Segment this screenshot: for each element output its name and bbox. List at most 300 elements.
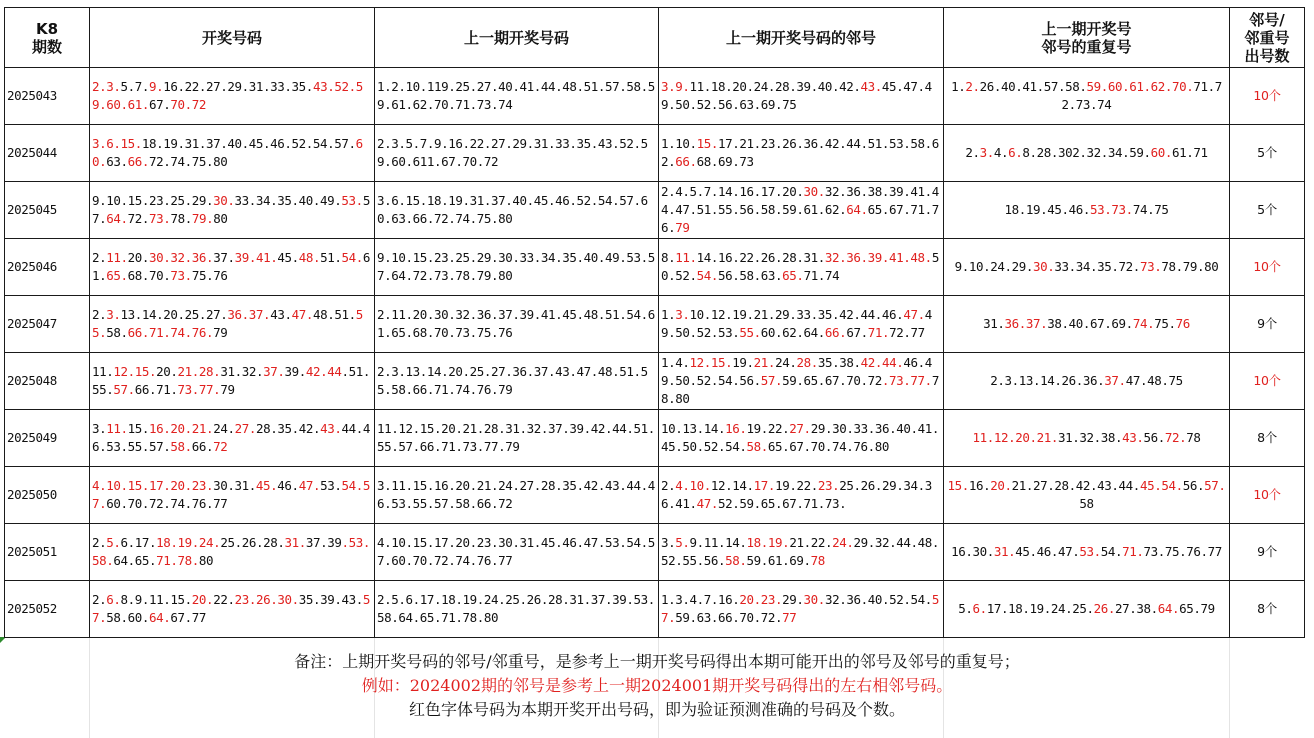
number: 1. bbox=[951, 79, 966, 94]
hit-number: 30. bbox=[213, 193, 235, 208]
table-row bbox=[5, 467, 1305, 524]
number: 2. bbox=[965, 145, 980, 160]
neighbors-cell bbox=[659, 581, 944, 638]
hit-number: 79. bbox=[191, 211, 214, 226]
period-cell: 2025052 bbox=[5, 581, 90, 638]
number: 63. bbox=[106, 154, 128, 169]
number: 45.47.49.50.52.56.63.69.75 bbox=[661, 79, 932, 112]
neighbors-cell bbox=[659, 68, 944, 125]
count-cell: 10个 bbox=[1230, 239, 1305, 296]
number: 9.10.24.29. bbox=[954, 259, 1034, 274]
hit-number: 59.60.61.62.70. bbox=[1086, 79, 1194, 94]
count-cell: 8个 bbox=[1230, 410, 1305, 467]
number: 15. bbox=[127, 421, 150, 436]
hit-number: 2.3. bbox=[92, 79, 121, 94]
repeats-cell bbox=[944, 353, 1230, 410]
number: 65.79 bbox=[1179, 601, 1215, 616]
number: 2.4.5.7.14.16.17.20. bbox=[661, 184, 804, 199]
number: 16.22.27.29.31.33.35. bbox=[163, 79, 313, 94]
count-cell: 9个 bbox=[1230, 524, 1305, 581]
neighbors-cell bbox=[659, 410, 944, 467]
number: 27.38. bbox=[1115, 601, 1158, 616]
number: 10.12.19.21.29.33.35.42.44.46. bbox=[689, 307, 904, 322]
hit-number: 64. bbox=[106, 211, 128, 226]
hit-number: 60. bbox=[92, 136, 363, 169]
hit-number: 3. bbox=[106, 307, 121, 322]
number: 12.14. bbox=[710, 478, 754, 493]
number: .51.55. bbox=[92, 364, 371, 397]
lottery-table bbox=[4, 7, 1305, 638]
number: 5.7. bbox=[120, 79, 150, 94]
hit-number: 18.19.24. bbox=[156, 535, 221, 550]
hit-number: 57. bbox=[113, 382, 135, 397]
number: 53. bbox=[320, 478, 342, 493]
number: 29.32.44.48.52.55.56. bbox=[661, 535, 939, 568]
number: 45. bbox=[277, 250, 299, 265]
hit-number: 39.41. bbox=[234, 250, 278, 265]
number: 16.30. bbox=[951, 544, 994, 559]
number: 35.38. bbox=[817, 355, 861, 370]
hit-number: 57. bbox=[661, 592, 939, 625]
number: 60.62.64. bbox=[760, 325, 825, 340]
hit-number: 31. bbox=[284, 535, 306, 550]
prev-cell bbox=[375, 296, 659, 353]
hit-number: 43. bbox=[860, 79, 882, 94]
number: 14.16.22.26.28.31. bbox=[696, 250, 825, 265]
hit-number: 66.71.74.76. bbox=[127, 325, 214, 340]
hit-number: 78 bbox=[810, 553, 825, 568]
hit-number: .73.77. bbox=[881, 373, 932, 388]
hit-number: .53.58. bbox=[92, 535, 370, 568]
hit-number: 73. bbox=[170, 268, 192, 283]
number: 58. bbox=[106, 325, 128, 340]
number: 20. bbox=[127, 250, 150, 265]
repeats-cell bbox=[944, 524, 1230, 581]
number: 48.51. bbox=[312, 307, 356, 322]
number: 24. bbox=[213, 421, 235, 436]
number: 68.69.73 bbox=[696, 154, 754, 169]
number: 78.80 bbox=[661, 373, 939, 406]
hit-number: 21.28. bbox=[177, 364, 221, 379]
number: 18.19.31.37.40.45.46.52.54.57. bbox=[141, 136, 356, 151]
hit-number: 21. bbox=[753, 355, 776, 370]
number: 19.22. bbox=[746, 421, 790, 436]
prev-cell bbox=[375, 239, 659, 296]
draw-cell bbox=[90, 125, 375, 182]
number: 57. bbox=[92, 193, 370, 226]
number: 49.50.52.53. bbox=[661, 307, 932, 340]
hit-number: 23.26.30. bbox=[234, 592, 299, 607]
header-count: 邻号/ 邻重号 出号数 bbox=[1230, 8, 1305, 68]
hit-number: 32.36.39.41.48. bbox=[824, 250, 932, 265]
hit-number: 45.54. bbox=[1139, 478, 1183, 493]
number: 61.71 bbox=[1172, 145, 1208, 160]
hit-number: 45. bbox=[255, 478, 278, 493]
hit-number: 6. bbox=[972, 601, 987, 616]
hit-number: 30. bbox=[1033, 259, 1055, 274]
table-row bbox=[5, 125, 1305, 182]
hit-number: 57. bbox=[92, 592, 370, 625]
number: 3.11.15.16.20.21.24.27.28.35.42.43.44.46.53.55.57.58.66.72 bbox=[377, 478, 655, 511]
draw-cell bbox=[90, 296, 375, 353]
repeats-cell bbox=[944, 410, 1230, 467]
hit-number: 2. bbox=[965, 79, 980, 94]
note-line-2: 例如：2024002期的邻号是参考上一期2024001期开奖号码得出的左右相邻号码。 bbox=[361, 676, 953, 695]
hit-number: 71. bbox=[1122, 544, 1144, 559]
hit-number: 3.9. bbox=[661, 79, 690, 94]
number: 79 bbox=[220, 382, 235, 397]
header-row bbox=[5, 8, 1305, 68]
hit-number: 5. bbox=[106, 535, 121, 550]
hit-number: 55. bbox=[739, 325, 761, 340]
prev-cell bbox=[375, 524, 659, 581]
hit-number: 26. bbox=[1093, 601, 1115, 616]
hit-number: 73. bbox=[1139, 259, 1162, 274]
neighbors-cell bbox=[659, 182, 944, 239]
prev-cell bbox=[375, 68, 659, 125]
hit-number: 27. bbox=[234, 421, 256, 436]
number: 2.3.13.14.26.36. bbox=[990, 373, 1105, 388]
number: 61. bbox=[92, 250, 371, 283]
number: 2. bbox=[92, 307, 107, 322]
hit-number: 47. bbox=[291, 307, 313, 322]
draw-cell bbox=[90, 68, 375, 125]
period-cell: 2025047 bbox=[5, 296, 90, 353]
hit-number: 54.57. bbox=[92, 478, 370, 511]
table-row bbox=[5, 239, 1305, 296]
number: 65.67.70.74.76.80 bbox=[767, 439, 890, 454]
hit-number: 79 bbox=[675, 220, 690, 235]
number: 79 bbox=[213, 325, 228, 340]
neighbors-cell bbox=[659, 239, 944, 296]
hit-number: 53. bbox=[341, 193, 363, 208]
hit-number: 3. bbox=[979, 145, 994, 160]
number: 29. bbox=[782, 592, 804, 607]
hit-number: 43. bbox=[320, 421, 342, 436]
hit-number: 3.6.15. bbox=[92, 136, 142, 151]
number: 2. bbox=[661, 478, 676, 493]
number: 31. bbox=[983, 316, 1005, 331]
header-period: K8 期数 bbox=[5, 8, 90, 68]
hit-number: 20. bbox=[990, 478, 1012, 493]
hit-number: 37. bbox=[1104, 373, 1126, 388]
hit-number: 20.23. bbox=[739, 592, 783, 607]
number: 1.4. bbox=[661, 355, 690, 370]
number: 18.19.45.46. bbox=[1004, 202, 1091, 217]
hit-number: 71. bbox=[867, 325, 890, 340]
hit-number: 58. bbox=[170, 439, 192, 454]
period-cell: 2025049 bbox=[5, 410, 90, 467]
hit-number: 57. bbox=[1204, 478, 1226, 493]
hit-number: 54. bbox=[696, 268, 719, 283]
draw-cell bbox=[90, 353, 375, 410]
hit-number: 43. bbox=[1122, 430, 1144, 445]
number: 2. bbox=[92, 250, 107, 265]
number: 73.75.76.77 bbox=[1143, 544, 1222, 559]
header-draw: 开奖号码 bbox=[90, 8, 375, 68]
hit-number: 17. bbox=[753, 478, 776, 493]
hit-number: 36.37. bbox=[227, 307, 271, 322]
prev-cell bbox=[375, 353, 659, 410]
number: 2.3.5.7.9.16.22.27.29.31.33.35.43.52.59.60.611.67.70.72 bbox=[377, 136, 648, 169]
number: 67. bbox=[846, 325, 868, 340]
number: 17.18.19.24.25. bbox=[986, 601, 1094, 616]
count-cell: 5个 bbox=[1230, 125, 1305, 182]
number: 2.3.13.14.20.25.27.36.37.43.47.48.51.55.58.66.71.74.76.79 bbox=[377, 364, 648, 397]
number: 37. bbox=[213, 250, 235, 265]
draw-cell bbox=[90, 410, 375, 467]
number: 47.48.75 bbox=[1125, 373, 1183, 388]
count-cell: 10个 bbox=[1230, 68, 1305, 125]
number: 56. bbox=[1182, 478, 1205, 493]
number: 21.27.28.42.43.44. bbox=[1011, 478, 1140, 493]
number: 5. bbox=[958, 601, 973, 616]
number: 11.18.20.24.28.39.40.42. bbox=[689, 79, 861, 94]
hit-number: 23. bbox=[817, 478, 840, 493]
count-cell: 9个 bbox=[1230, 296, 1305, 353]
neighbors-cell bbox=[659, 467, 944, 524]
draw-cell bbox=[90, 581, 375, 638]
number: 25.26.28. bbox=[220, 535, 285, 550]
number: 78. bbox=[170, 211, 192, 226]
number: 20. bbox=[156, 364, 178, 379]
hit-number: 12.15. bbox=[113, 364, 157, 379]
number: 29.30.33.36.40.41.45.50.52.54. bbox=[661, 421, 939, 454]
header-repeats: 上一期开奖号 邻号的重复号 bbox=[944, 8, 1230, 68]
hit-number: 55. bbox=[92, 307, 363, 340]
hit-number: 16. bbox=[725, 421, 747, 436]
number: 21.22. bbox=[789, 535, 833, 550]
hit-number: 30.32.36. bbox=[149, 250, 214, 265]
hit-number: 31. bbox=[993, 544, 1016, 559]
number: 32.36.38.39.41.44.47.51.55.56.58.59.61.62. bbox=[661, 184, 939, 217]
number: 28.35.42. bbox=[255, 421, 321, 436]
hit-number: 74. bbox=[1132, 316, 1155, 331]
number: 68.70. bbox=[127, 268, 171, 283]
number: 17.21.23.26.36.42.44.51.53.58.62. bbox=[661, 136, 939, 169]
hit-number: 73.77. bbox=[177, 382, 221, 397]
table-row bbox=[5, 182, 1305, 239]
number: 1. bbox=[661, 307, 676, 322]
period-cell: 2025048 bbox=[5, 353, 90, 410]
hit-number: 47. bbox=[298, 478, 321, 493]
prev-cell bbox=[375, 581, 659, 638]
hit-number: 42.44. bbox=[860, 355, 904, 370]
hit-number: 27. bbox=[789, 421, 811, 436]
hit-number: 11. bbox=[106, 421, 128, 436]
table-row bbox=[5, 68, 1305, 125]
hit-number: 76 bbox=[1175, 316, 1190, 331]
number: 19.22. bbox=[775, 478, 818, 493]
hit-number: 71.78. bbox=[156, 553, 199, 568]
number: 58.60. bbox=[106, 610, 150, 625]
hit-number: 70.72 bbox=[170, 97, 207, 112]
number: 51. bbox=[320, 250, 342, 265]
number: 10.13.14. bbox=[661, 421, 726, 436]
hit-number: 64. bbox=[1157, 601, 1180, 616]
repeats-cell bbox=[944, 68, 1230, 125]
repeats-cell bbox=[944, 239, 1230, 296]
number: 71.74 bbox=[803, 268, 840, 283]
hit-number: 64. bbox=[846, 202, 868, 217]
number: 78.79.80 bbox=[1161, 259, 1219, 274]
number: 11. bbox=[92, 364, 114, 379]
table-row bbox=[5, 581, 1305, 638]
number: 26.40.41.57.58. bbox=[979, 79, 1087, 94]
number: 13.14.20.25.27. bbox=[120, 307, 228, 322]
hit-number: 37. bbox=[263, 364, 285, 379]
hit-number: 4.10.15.17.20.23. bbox=[92, 478, 214, 493]
hit-number: 11. bbox=[106, 250, 128, 265]
repeats-cell bbox=[944, 182, 1230, 239]
number: 8.9.11.15. bbox=[120, 592, 192, 607]
number: 1.3.4.7.16. bbox=[661, 592, 740, 607]
hit-number: 30. bbox=[803, 592, 825, 607]
repeats-cell bbox=[944, 467, 1230, 524]
hit-number: 18.19. bbox=[746, 535, 790, 550]
number: 58 bbox=[1079, 496, 1094, 511]
header-neighbors: 上一期开奖号码的邻号 bbox=[659, 8, 944, 68]
hit-number: 6. bbox=[1008, 145, 1023, 160]
period-cell: 2025050 bbox=[5, 467, 90, 524]
number: 43. bbox=[270, 307, 292, 322]
hit-number: 77 bbox=[782, 610, 797, 625]
number: 4. bbox=[993, 145, 1009, 160]
hit-number: 52.59.60.61. bbox=[92, 79, 363, 112]
hit-number: 11.12.20.21. bbox=[972, 430, 1058, 445]
hit-number: 72. bbox=[1164, 430, 1187, 445]
number: 37.39 bbox=[305, 535, 342, 550]
hit-number: 54. bbox=[341, 250, 363, 265]
number: 71.72.73.74 bbox=[1061, 79, 1222, 112]
number: 22. bbox=[213, 592, 235, 607]
number: 64.65. bbox=[113, 553, 157, 568]
hit-number: 47. bbox=[696, 496, 719, 511]
number: 56.58.63. bbox=[718, 268, 783, 283]
hit-number: 3. bbox=[675, 307, 690, 322]
repeats-cell bbox=[944, 125, 1230, 182]
number: 9.11.14. bbox=[689, 535, 747, 550]
hit-number: 64. bbox=[149, 610, 171, 625]
hit-number: 47. bbox=[903, 307, 925, 322]
neighbors-cell bbox=[659, 524, 944, 581]
number: 67. bbox=[149, 97, 171, 112]
hit-number: 66. bbox=[127, 154, 150, 169]
hit-number: 53.73. bbox=[1090, 202, 1133, 217]
hit-number: 24. bbox=[832, 535, 854, 550]
number: 80 bbox=[213, 211, 228, 226]
number: 67.77 bbox=[170, 610, 207, 625]
number: 66.71. bbox=[134, 382, 178, 397]
number: 1.10. bbox=[661, 136, 697, 151]
hit-number: 66. bbox=[824, 325, 847, 340]
hit-number: 11. bbox=[675, 250, 697, 265]
number: 25.26.29.34.36.41. bbox=[661, 478, 932, 511]
number: 78 bbox=[1186, 430, 1201, 445]
number: 3. bbox=[92, 421, 107, 436]
number: 72.77 bbox=[889, 325, 925, 340]
hit-number: 58. bbox=[725, 553, 747, 568]
hit-number: 20. bbox=[191, 592, 214, 607]
hit-number: 65. bbox=[106, 268, 128, 283]
hit-number: 58. bbox=[746, 439, 768, 454]
hit-number: 36.37. bbox=[1004, 316, 1048, 331]
hit-number: 15. bbox=[947, 478, 969, 493]
hit-number: 12.15. bbox=[689, 355, 733, 370]
count-cell: 5个 bbox=[1230, 182, 1305, 239]
number: 6.17. bbox=[120, 535, 157, 550]
number: 75. bbox=[1154, 316, 1176, 331]
number: 31.32.38. bbox=[1057, 430, 1123, 445]
number: 9.10.15.23.25.29.30.33.34.35.40.49.53.57.64.72.73.78.79.80 bbox=[377, 250, 655, 283]
repeats-cell bbox=[944, 296, 1230, 353]
table-row bbox=[5, 353, 1305, 410]
hit-number: 66. bbox=[675, 154, 697, 169]
number: 2. bbox=[92, 535, 107, 550]
hit-number: 73. bbox=[149, 211, 171, 226]
hit-number: 65. bbox=[782, 268, 804, 283]
number: 8. bbox=[661, 250, 676, 265]
count-cell: 8个 bbox=[1230, 581, 1305, 638]
number: 72.74.75.80 bbox=[149, 154, 228, 169]
draw-cell bbox=[90, 239, 375, 296]
period-cell: 2025043 bbox=[5, 68, 90, 125]
prev-cell bbox=[375, 410, 659, 467]
prev-cell bbox=[375, 467, 659, 524]
hit-number: 72 bbox=[213, 439, 228, 454]
number: 19. bbox=[732, 355, 754, 370]
count-cell: 10个 bbox=[1230, 467, 1305, 524]
hit-number: 43. bbox=[312, 79, 335, 94]
number: 45.46.47. bbox=[1015, 544, 1080, 559]
draw-cell bbox=[90, 524, 375, 581]
hit-number: 15. bbox=[696, 136, 719, 151]
number: 33.34.35.40.49. bbox=[234, 193, 342, 208]
hit-number: 16.20.21. bbox=[149, 421, 214, 436]
number: 4.10.15.17.20.23.30.31.45.46.47.53.54.57.60.70.72.74.76.77 bbox=[377, 535, 655, 568]
number: 46. bbox=[277, 478, 299, 493]
number: 52.59.65.67.71.73. bbox=[718, 496, 847, 511]
number: 56. bbox=[1143, 430, 1165, 445]
hit-number: 9. bbox=[149, 79, 164, 94]
table-row bbox=[5, 410, 1305, 467]
hit-number: 6. bbox=[106, 592, 121, 607]
number: 59.65.67.70.72 bbox=[782, 373, 882, 388]
number: 3. bbox=[661, 535, 676, 550]
hit-number: 4.10. bbox=[675, 478, 711, 493]
number: 74.75 bbox=[1132, 202, 1169, 217]
number: 11.12.15.20.21.28.31.32.37.39.42.44.51.55.57.66.71.73.77.79 bbox=[377, 421, 655, 454]
number: 30.31. bbox=[213, 478, 256, 493]
table-row bbox=[5, 524, 1305, 581]
number: 33.34.35.72. bbox=[1054, 259, 1140, 274]
number: 39. bbox=[284, 364, 306, 379]
neighbors-cell bbox=[659, 125, 944, 182]
hit-number: 48. bbox=[298, 250, 321, 265]
number: 59.61.69. bbox=[746, 553, 811, 568]
number: 66. bbox=[191, 439, 214, 454]
number: 65.67.71.76. bbox=[661, 202, 939, 235]
hit-number: 5. bbox=[675, 535, 690, 550]
number: 2.11.20.30.32.36.37.39.41.45.48.51.54.61.65.68.70.73.75.76 bbox=[377, 307, 655, 340]
number: 50.52. bbox=[661, 250, 939, 283]
number: 60.70.72.74.76.77 bbox=[106, 496, 228, 511]
hit-number: 42.44 bbox=[305, 364, 342, 379]
number: 59.63.66.70.72. bbox=[675, 610, 783, 625]
number: 3.6.15.18.19.31.37.40.45.46.52.54.57.60.63.66.72.74.75.80 bbox=[377, 193, 648, 226]
number: 16. bbox=[968, 478, 991, 493]
count-cell: 10个 bbox=[1230, 353, 1305, 410]
